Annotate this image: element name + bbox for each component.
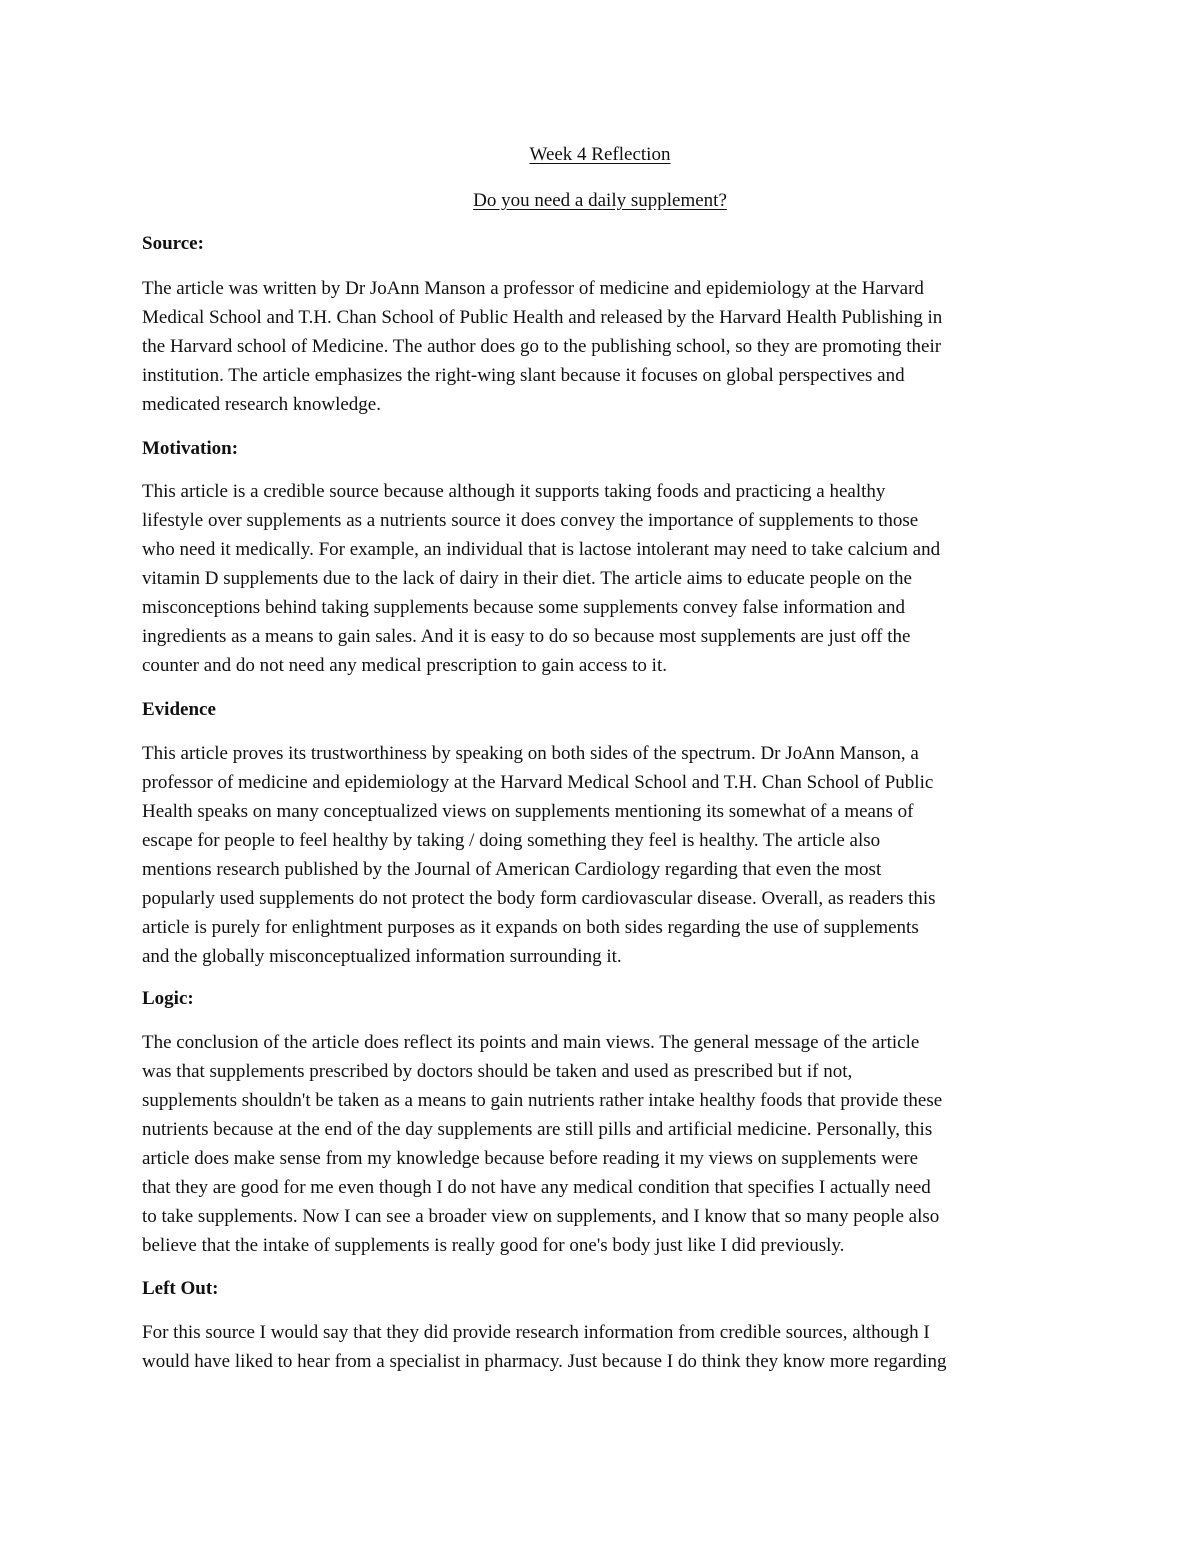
body-line: misconceptions behind taking supplements because some supplements convey false information and	[142, 597, 905, 618]
section-body-evidence	[142, 739, 1058, 971]
body-line: that they are good for me even though I do not have any medical condition that specifies I actually need	[142, 1177, 931, 1198]
section-body-motivation	[142, 477, 1058, 680]
body-line: escape for people to feel healthy by taking / doing something they feel is healthy. The article also	[142, 830, 881, 851]
body-line: believe that the intake of supplements is really good for one's body just like I did previously.	[142, 1235, 845, 1256]
document-subtitle: Do you need a daily supplement?	[473, 190, 727, 211]
body-line: Health speaks on many conceptualized views on supplements mentioning its somewhat of a means of	[142, 801, 914, 822]
section-heading-source: Source:	[142, 233, 204, 254]
body-line: ingredients as a means to gain sales. And it is easy to do so because most supplements are just off the	[142, 626, 911, 647]
body-line: article does make sense from my knowledge because before reading it my views on supplements were	[142, 1148, 919, 1169]
body-line: vitamin D supplements due to the lack of dairy in their diet. The article aims to educate people on the	[142, 568, 912, 589]
section-body-left-out	[142, 1318, 1058, 1376]
body-line: professor of medicine and epidemiology at the Harvard Medical School and T.H. Chan School of Public	[142, 772, 934, 793]
body-line: The article was written by Dr JoAnn Manson a professor of medicine and epidemiology at the Harvard	[142, 278, 924, 299]
document-title: Week 4 Reflection	[529, 144, 671, 165]
body-line: lifestyle over supplements as a nutrients source it does convey the importance of supplements to those	[142, 510, 919, 531]
body-line: who need it medically. For example, an individual that is lactose intolerant may need to take calcium and	[142, 539, 941, 560]
section-heading-evidence: Evidence	[142, 699, 216, 720]
body-line: institution. The article emphasizes the right-wing slant because it focuses on global perspectives and	[142, 365, 905, 386]
section-heading-left-out: Left Out:	[142, 1278, 219, 1299]
body-line: article is purely for enlightment purposes as it expands on both sides regarding the use of supplements	[142, 917, 919, 938]
body-line: counter and do not need any medical prescription to gain access to it.	[142, 655, 667, 676]
body-line: Medical School and T.H. Chan School of Public Health and released by the Harvard Health Publishing in	[142, 307, 943, 328]
body-line: would have liked to hear from a specialist in pharmacy. Just because I do think they know more regarding	[142, 1351, 947, 1372]
body-line: The conclusion of the article does reflect its points and main views. The general message of the article	[142, 1032, 920, 1053]
body-line: was that supplements prescribed by doctors should be taken and used as prescribed but if not,	[142, 1061, 853, 1082]
body-line: and the globally misconceptualized information surrounding it.	[142, 946, 622, 967]
body-line: popularly used supplements do not protect the body form cardiovascular disease. Overall, as readers this	[142, 888, 936, 909]
body-line: For this source I would say that they did provide research information from credible sources, although I	[142, 1322, 930, 1343]
body-line: medicated research knowledge.	[142, 394, 381, 415]
section-heading-logic: Logic:	[142, 988, 194, 1009]
section-heading-motivation: Motivation:	[142, 438, 239, 459]
body-line: This article proves its trustworthiness by speaking on both sides of the spectrum. Dr JoAnn Manson, a	[142, 743, 919, 764]
section-body-source	[142, 274, 1058, 419]
body-line: This article is a credible source because although it supports taking foods and practicing a healthy	[142, 481, 886, 502]
body-line: to take supplements. Now I can see a broader view on supplements, and I know that so many people also	[142, 1206, 940, 1227]
section-body-logic	[142, 1028, 1058, 1260]
body-line: nutrients because at the end of the day supplements are still pills and artificial medicine. Personally, this	[142, 1119, 933, 1140]
body-line: supplements shouldn't be taken as a means to gain nutrients rather intake healthy foods that provide these	[142, 1090, 943, 1111]
body-line: mentions research published by the Journal of American Cardiology regarding that even the most	[142, 859, 882, 880]
body-line: the Harvard school of Medicine. The author does go to the publishing school, so they are promoting their	[142, 336, 942, 357]
